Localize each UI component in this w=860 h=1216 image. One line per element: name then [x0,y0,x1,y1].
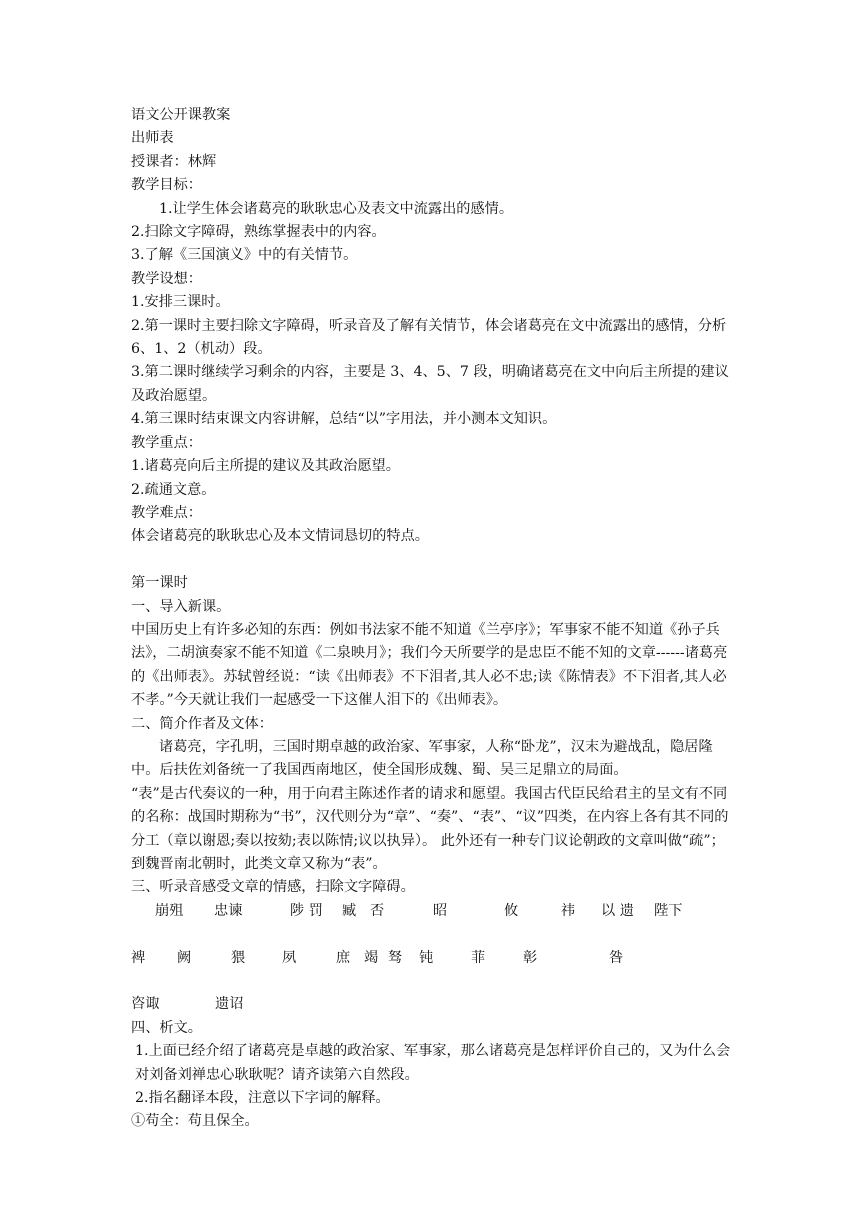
vocab-word: 崩殂 [155,902,184,919]
vocab-word: 菲 [471,949,486,966]
vocab-word: 裨 [131,949,146,966]
analysis-question: 2.指名翻译本段，注意以下字词的解释。 [135,1089,390,1106]
key-points-heading: 教学重点： [131,434,202,451]
section-heading: 一、导入新课。 [131,598,231,615]
vocab-note: ①苟全：苟且保全。 [131,1113,259,1130]
vocab-word: 祎 [561,902,576,919]
vocab-word: 否 [370,902,385,919]
goal-item: 1.让学生体会诸葛亮的耿耿忠心及表文中流露出的感情。 [159,200,514,217]
plan-heading: 教学设想： [131,270,202,287]
difficulty-heading: 教学难点： [131,504,202,521]
vocab-word: 咨诹 [131,996,160,1013]
document-body [131,104,733,1134]
plan-item: 4.第三课时结束课文内容讲解，总结“以”字用法，并小测本文知识。 [131,411,557,428]
vocab-word: 猥 [231,949,246,966]
vocab-word: 攸 [504,902,519,919]
author-paragraph: 诸葛亮，字孔明，三国时期卓越的政治家、军事家，人称“卧龙”，汉末为避战乱，隐居隆中。后扶佐刘备统一了我国西南地区，使全国形成魏、蜀、吴三足鼎立的局面。 [131,738,713,779]
key-point-item: 1.诸葛亮向后主所提的建议及其政治愿望。 [131,458,400,475]
vocab-word: 臧 [342,902,357,919]
period-heading: 第一课时 [131,575,188,592]
vocab-word: 遗诏 [215,996,244,1013]
section-heading: 三、听录音感受文章的情感，扫除文字障碍。 [131,879,415,896]
key-point-item: 2.疏通文意。 [131,481,216,498]
analysis-question: 1.上面已经介绍了诸葛亮是卓越的政治家、军事家，那么诸葛亮是怎样评价自己的，又为什么会对刘备刘禅忠心耿耿呢？请齐读第六自然段。 [135,1043,731,1083]
vocab-word: 以 遗 [601,902,634,919]
vocab-word: 彰 [523,949,538,966]
vocab-word: 钝 [419,949,434,966]
plan-item: 1.安排三课时。 [131,294,230,311]
vocab-word: 忠谏 [214,902,243,919]
vocab-row [131,993,733,1016]
intro-paragraph: 中国历史上有许多必知的东西：例如书法家不能不知道《兰亭序》；军事家不能不知道《孙子兵法》，二胡演奏家不能不知道《二泉映月》；我们今天所要学的是忠臣不能不知的文章------诸葛亮的《出师表》。苏轼曾经说：“读《出师表》不下泪者,其人必不忠;读《陈情表》不下泪者,其人必不孝。”今天就让我们一起感受一下这催人泪下的《出师表》。 [131,621,728,709]
plan-item: 3.第二课时继续学习剩余的内容，主要是 3、4、5、7 段，明确诸葛亮在文中向后主所提的建议及政治愿望。 [131,364,729,404]
goal-item: 2.扫除文字障碍，熟练掌握表中的内容。 [131,224,386,241]
plan-item: 2.第一课时主要扫除文字障碍，听录音及了解有关情节，体会诸葛亮在文中流露出的感情，分析 6、1、2（机动）段。 [131,317,727,358]
section-heading: 四、析文。 [131,1019,202,1036]
spacer [131,923,733,946]
vocab-word: 驽 [388,949,403,966]
vocab-word: 陟 罚 [290,902,323,919]
goal-item: 3.了解《三国演义》中的有关情节。 [131,247,358,264]
vocab-row [131,900,733,923]
vocab-word: 咎 [609,949,624,966]
spacer [131,549,733,572]
vocab-word: 竭 [364,949,379,966]
difficulty-text: 体会诸葛亮的耿耿忠心及本文情词恳切的特点。 [131,528,429,545]
goals-heading: 教学目标： [131,177,202,194]
document-title: 语文公开课教案 [131,107,231,123]
vocab-word: 陛下 [654,902,683,919]
vocab-word: 夙 [282,949,297,966]
vocab-word: 阙 [177,949,192,966]
spacer [131,970,733,993]
vocab-row [131,947,733,970]
teacher-line: 授课者：林辉 [131,153,217,170]
section-heading: 二、简介作者及文体： [131,715,273,732]
vocab-word: 庶 [336,949,351,966]
genre-paragraph: “表”是古代奏议的一种，用于向君主陈述作者的请求和愿望。我国古代臣民给君主的呈文有不同的名称：战国时期称为“书”，汉代则分为“章”、“奏”、“表”、“议”四类，在内容上各有其不同的分工（章以谢恩;奏以按劾;表以陈情;议以执异）。 此外还有一种专门议论朝政的文章叫做“疏”；到魏晋南北朝时，此类文章又称为“表”。 [131,785,729,872]
vocab-word: 昭 [433,902,448,919]
lesson-title: 出师表 [131,130,174,147]
